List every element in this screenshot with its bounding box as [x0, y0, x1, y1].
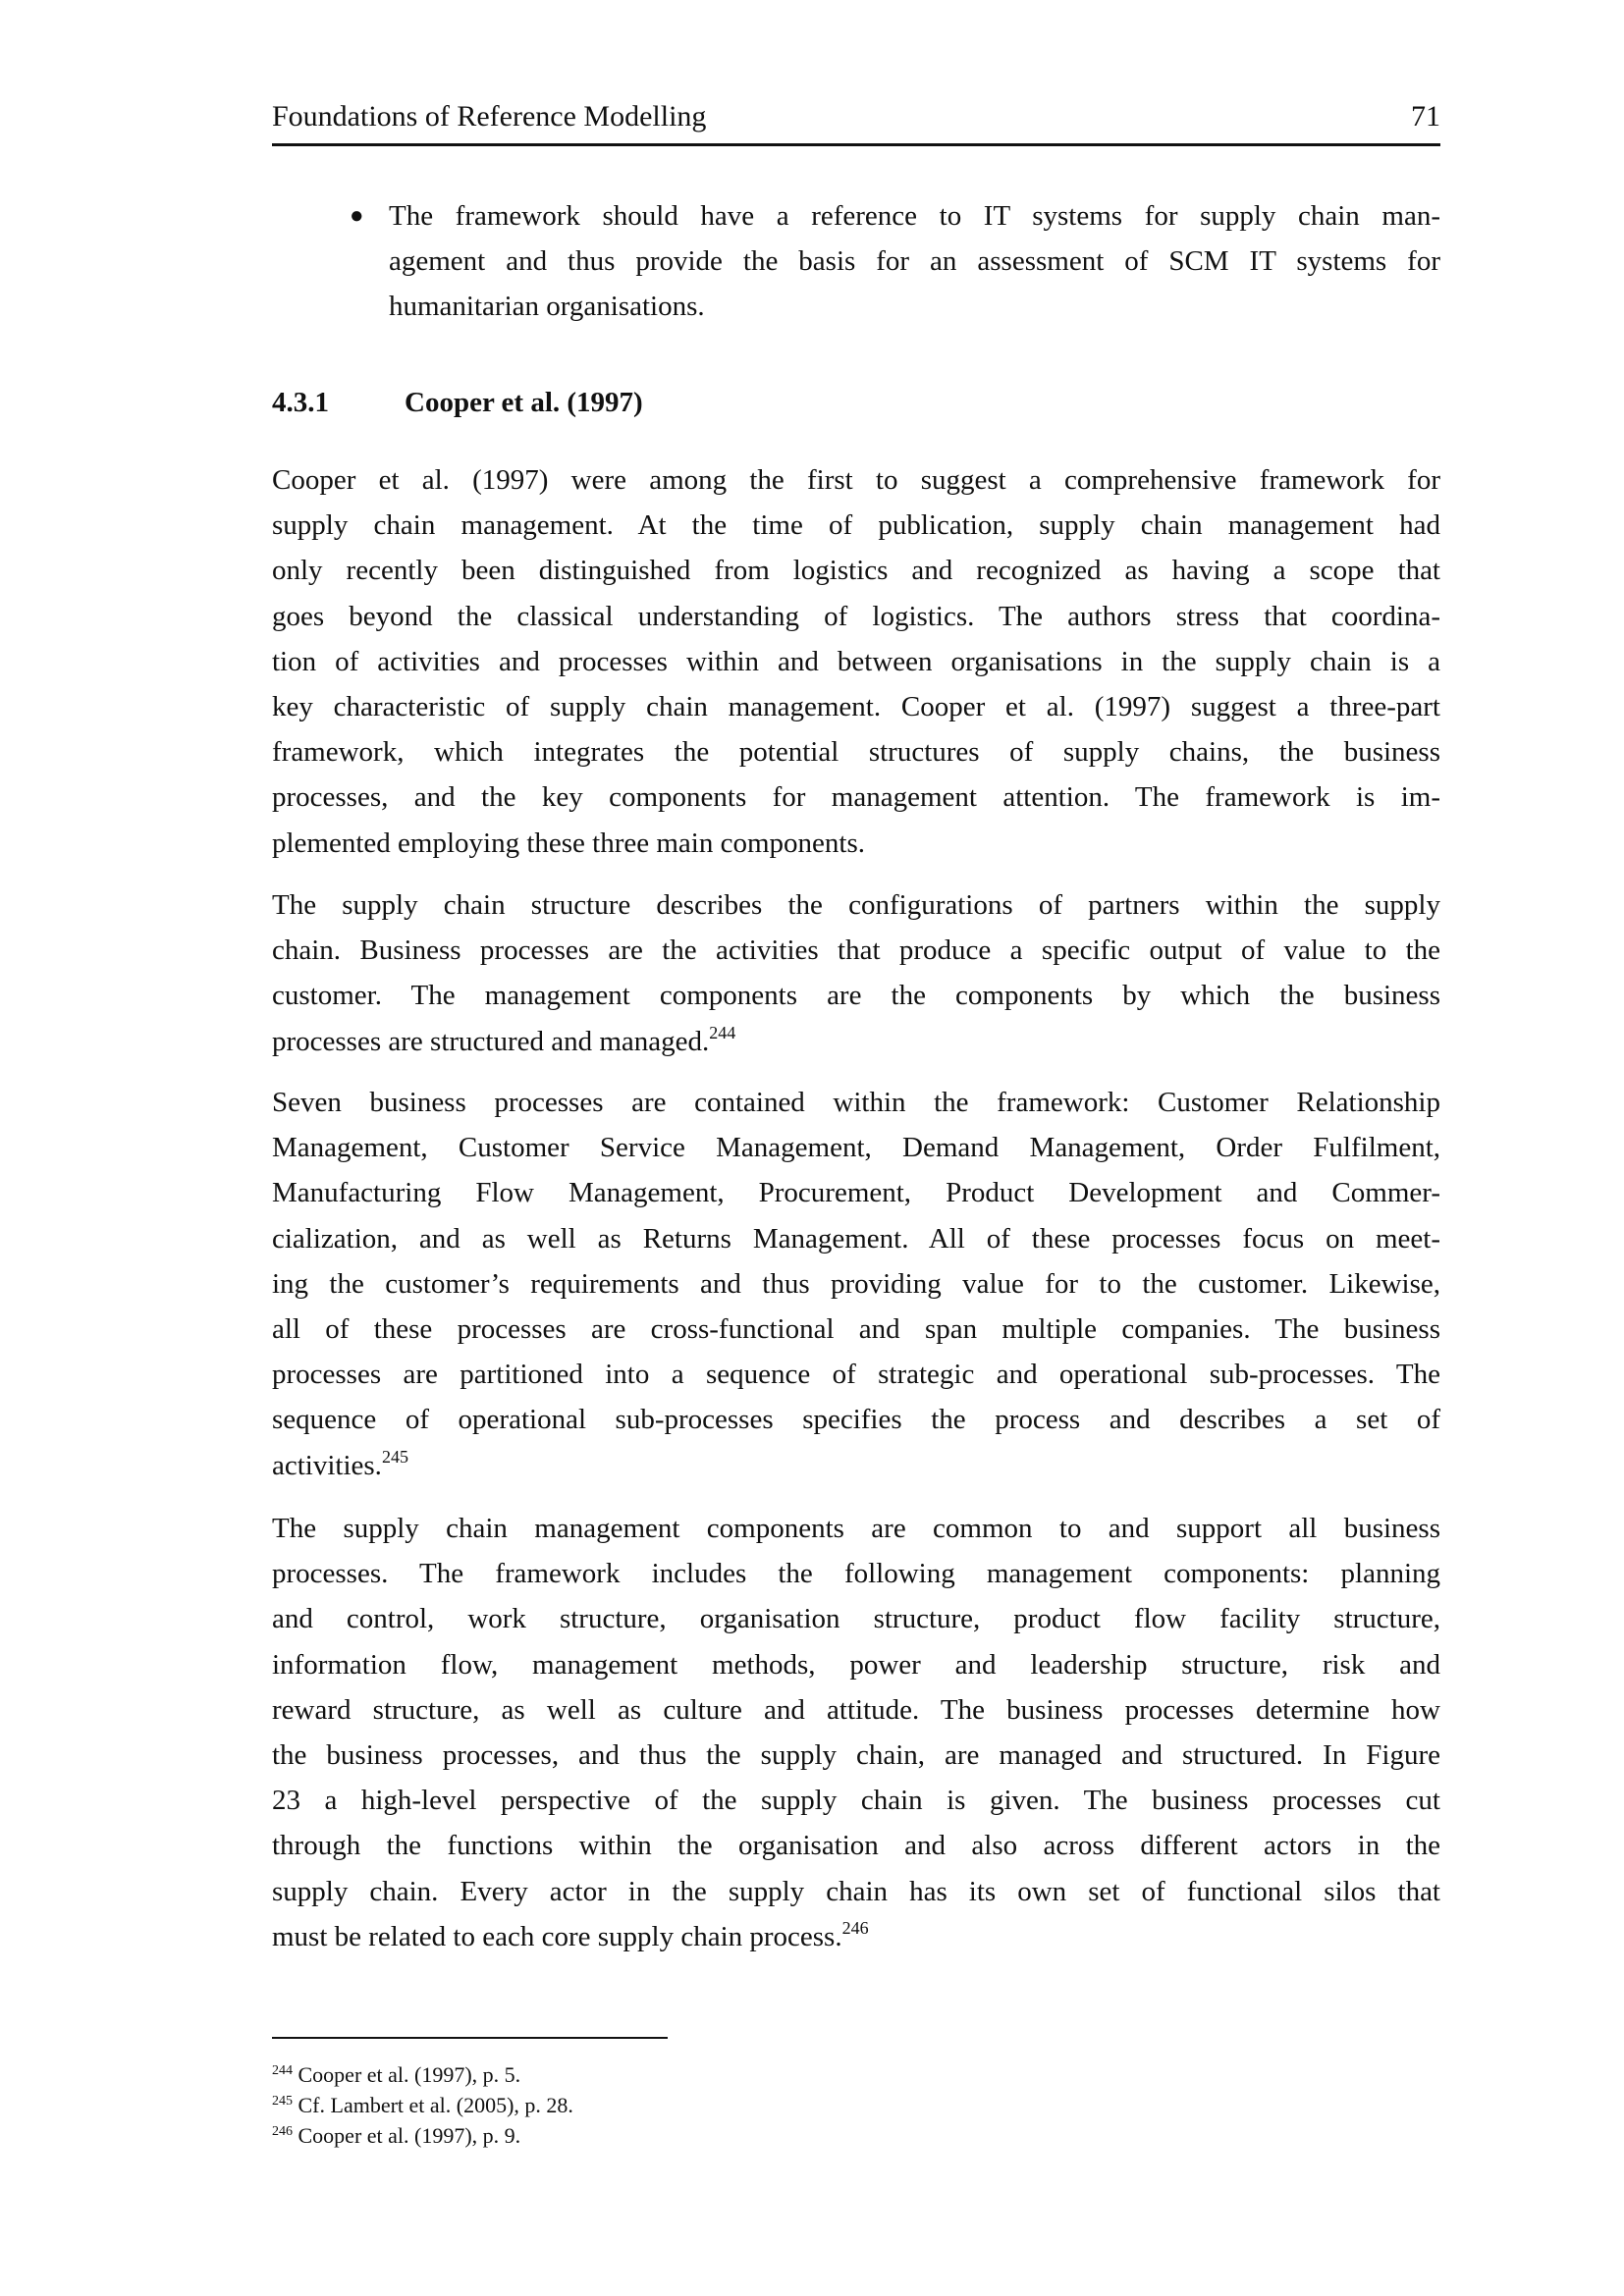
- line-text: framework, which integrates the potential structures of supply chains, the business: [272, 736, 1440, 769]
- text-line: [272, 1551, 1440, 1596]
- line-text: supply chain. Every actor in the supply chain has its own set of functional silos that: [272, 1875, 1440, 1907]
- text-line: [272, 1596, 1440, 1641]
- text-line: [272, 1778, 1440, 1823]
- text-line: [272, 774, 1440, 820]
- text-line: [272, 882, 1440, 928]
- text-line: [272, 594, 1440, 639]
- text-line: [272, 1261, 1440, 1307]
- line-text: plemented employing these three main components.: [272, 827, 866, 859]
- text-line: [272, 1352, 1440, 1397]
- line-text: chain. Business processes are the activities that produce a specific output of value to the: [272, 934, 1440, 967]
- footnote-reference: 246: [841, 1917, 869, 1938]
- footnote-text: Cooper et al. (1997), p. 5.: [298, 2062, 521, 2087]
- header-title: Foundations of Reference Modelling: [272, 100, 707, 133]
- text-line: [272, 684, 1440, 729]
- line-text: agement and thus provide the basis for an assessment of SCM IT systems for: [389, 245, 1440, 278]
- line-text: cialization, and as well as Returns Management. All of these processes focus on meet-: [272, 1222, 1440, 1255]
- text-line: [272, 1823, 1440, 1868]
- text-line: [272, 1307, 1440, 1352]
- bullet-icon: ●: [350, 203, 364, 229]
- line-text: and control, work structure, organisation structure, product flow facility structure,: [272, 1603, 1440, 1635]
- line-text: Cooper et al. (1997) were among the first to suggest a comprehensive framework for: [272, 464, 1440, 496]
- text-line: [272, 1642, 1440, 1687]
- line-text: The supply chain management components are common to and support all business: [272, 1513, 1440, 1544]
- text-line: [272, 928, 1440, 973]
- paragraph: [272, 1506, 1440, 1959]
- line-text: The framework should have a reference to IT systems for supply chain man-: [389, 200, 1440, 232]
- text-line: [272, 1733, 1440, 1778]
- line-text: reward structure, as well as culture and attitude. The business processes determine how: [272, 1693, 1440, 1726]
- text-line: [272, 1216, 1440, 1261]
- section-number: 4.3.1: [272, 387, 329, 418]
- line-text: all of these processes are cross-functional and span multiple companies. The business: [272, 1312, 1440, 1345]
- line-text: ing the customer’s requirements and thus providing value for to the customer. Likewise,: [272, 1267, 1440, 1300]
- paragraph: [272, 882, 1440, 1064]
- line-text: activities.: [272, 1449, 382, 1481]
- line-text: processes, and the key components for management attention. The framework is im-: [272, 781, 1440, 814]
- line-text: processes are partitioned into a sequence of strategic and operational sub-processes. The: [272, 1359, 1440, 1391]
- line-text: humanitarian organisations.: [389, 291, 705, 323]
- section-title: Cooper et al. (1997): [405, 387, 643, 418]
- line-text: Management, Customer Service Management, Demand Management, Order Fulfilment,: [272, 1132, 1440, 1164]
- text-line: [272, 457, 1440, 503]
- text-line: [272, 1506, 1440, 1551]
- text-line: [272, 503, 1440, 548]
- text-line: [272, 1443, 1440, 1488]
- text-line: [389, 193, 1440, 239]
- line-text: only recently been distinguished from logistics and recognized as having a scope that: [272, 555, 1440, 587]
- text-line: [272, 639, 1440, 684]
- line-text: key characteristic of supply chain management. Cooper et al. (1997) suggest a three-part: [272, 690, 1440, 722]
- line-text: through the functions within the organisation and also across different actors in the: [272, 1830, 1440, 1862]
- line-text: 23 a high-level perspective of the supply chain is given. The business processes cut: [272, 1785, 1440, 1817]
- footnote-number: 244: [272, 2063, 293, 2078]
- footnote-divider: [272, 2037, 668, 2039]
- text-line: [272, 548, 1440, 593]
- footnote: [272, 2120, 573, 2151]
- footnote-text: Cooper et al. (1997), p. 9.: [298, 2123, 521, 2148]
- footnote-number: 246: [272, 2124, 293, 2139]
- line-text: goes beyond the classical understanding of logistics. The authors stress that coordina-: [272, 600, 1440, 632]
- text-line: [389, 284, 1440, 329]
- text-line: [272, 821, 1440, 866]
- text-line: [389, 239, 1440, 284]
- footnote-text: Cf. Lambert et al. (2005), p. 28.: [298, 2093, 573, 2117]
- line-text: information flow, management methods, power and leadership structure, risk and: [272, 1648, 1440, 1681]
- text-line: [272, 1125, 1440, 1170]
- line-text: the business processes, and thus the supply chain, are managed and structured. In Figure: [272, 1738, 1440, 1771]
- footnote-reference: 245: [381, 1446, 408, 1467]
- text-line: [272, 973, 1440, 1018]
- running-header: [272, 94, 1440, 139]
- footnote: [272, 2059, 573, 2090]
- paragraph: [272, 1080, 1440, 1488]
- line-text: tion of activities and processes within and between organisations in the supply chain is a: [272, 645, 1440, 677]
- text-line: [272, 1170, 1440, 1215]
- line-text: customer. The management components are the components by which the business: [272, 980, 1440, 1012]
- line-text: Seven business processes are contained within the framework: Customer Relationship: [272, 1087, 1440, 1118]
- line-text: must be related to each core supply chain process.: [272, 1920, 842, 1952]
- section-heading: [272, 380, 643, 425]
- line-text: The supply chain structure describes the configurations of partners within the supply: [272, 889, 1440, 921]
- text-line: [272, 729, 1440, 774]
- text-line: [272, 1080, 1440, 1125]
- page-number: 71: [1411, 100, 1440, 133]
- text-line: [272, 1397, 1440, 1442]
- paragraph: [272, 457, 1440, 866]
- line-text: supply chain management. At the time of publication, supply chain management had: [272, 509, 1440, 542]
- text-line: [272, 1869, 1440, 1914]
- line-text: processes are structured and managed.: [272, 1025, 710, 1057]
- line-text: Manufacturing Flow Management, Procurement, Product Development and Commer-: [272, 1177, 1440, 1209]
- header-divider: [272, 143, 1440, 146]
- text-line: [272, 1687, 1440, 1733]
- bullet-item: [389, 193, 1440, 330]
- footnote-number: 245: [272, 2094, 293, 2109]
- line-text: processes. The framework includes the following management components: planning: [272, 1558, 1440, 1590]
- footnotes: [272, 2059, 573, 2151]
- text-line: [272, 1019, 1440, 1064]
- line-text: sequence of operational sub-processes specifies the process and describes a set of: [272, 1404, 1440, 1436]
- footnote: [272, 2090, 573, 2120]
- footnote-reference: 244: [709, 1022, 736, 1042]
- text-line: [272, 1914, 1440, 1959]
